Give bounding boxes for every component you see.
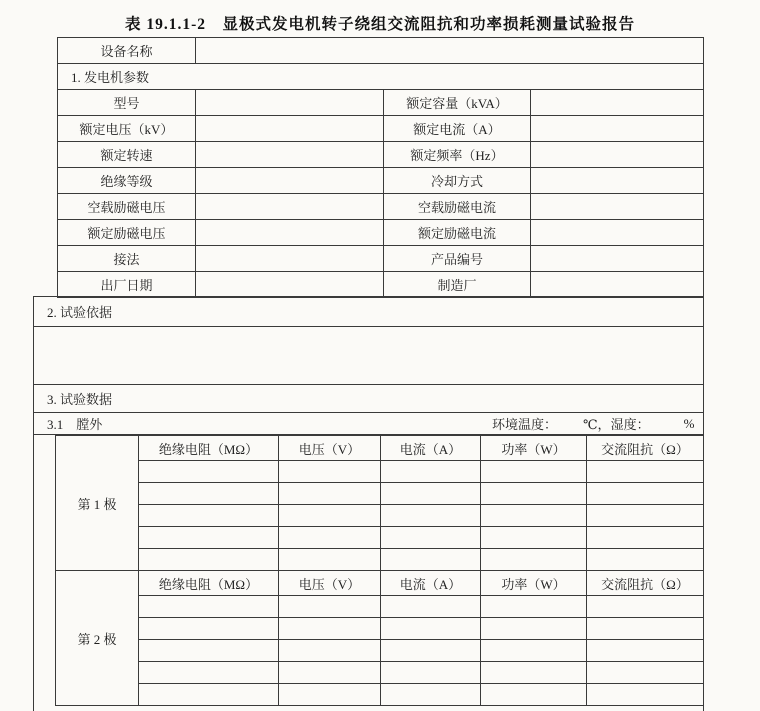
- col-header: 绝缘电阻（MΩ）: [139, 571, 279, 596]
- ambient-temp-value-blank[interactable]: [557, 417, 583, 431]
- param-label: 绝缘等级: [58, 168, 196, 194]
- param-label: 额定励磁电压: [58, 220, 196, 246]
- param-row: [58, 272, 704, 298]
- pole-1-label: 第 1 极: [56, 436, 139, 571]
- measurement-cell[interactable]: [279, 684, 381, 706]
- measurement-cell[interactable]: [587, 461, 704, 483]
- param-row: [58, 194, 704, 220]
- param-label: 空载励磁电压: [58, 194, 196, 220]
- generator-parameters-table: [57, 37, 704, 298]
- col-header: 电流（A）: [381, 571, 481, 596]
- measurement-cell[interactable]: [139, 527, 279, 549]
- param-label: 额定电压（kV）: [58, 116, 196, 142]
- param-value[interactable]: [196, 194, 384, 220]
- col-header: 电压（V）: [279, 571, 381, 596]
- param-value[interactable]: [196, 272, 384, 298]
- measurement-cell[interactable]: [381, 461, 481, 483]
- measurement-cell[interactable]: [481, 640, 587, 662]
- param-label: 产品编号: [384, 246, 531, 272]
- param-value[interactable]: [196, 246, 384, 272]
- measurement-cell[interactable]: [139, 483, 279, 505]
- col-header: 电流（A）: [381, 436, 481, 461]
- humidity-value-blank[interactable]: [650, 417, 684, 431]
- measurement-cell[interactable]: [279, 596, 381, 618]
- section1-heading: 1. 发电机参数: [58, 64, 704, 90]
- param-row: [58, 246, 704, 272]
- col-header: 交流阻抗（Ω）: [587, 436, 704, 461]
- measurement-cell[interactable]: [381, 505, 481, 527]
- measurement-cell[interactable]: [279, 505, 381, 527]
- grid-data-row: [56, 684, 704, 706]
- param-row: [58, 142, 704, 168]
- param-row: [58, 116, 704, 142]
- humidity-label: 湿度：: [610, 417, 650, 432]
- measurement-cell[interactable]: [587, 640, 704, 662]
- param-label: 空载励磁电流: [384, 194, 531, 220]
- param-label: 额定容量（kVA）: [384, 90, 531, 116]
- measurement-cell[interactable]: [481, 527, 587, 549]
- measurement-cell[interactable]: [481, 618, 587, 640]
- measurement-grid: [55, 435, 704, 706]
- measurement-cell[interactable]: [381, 618, 481, 640]
- measurement-cell[interactable]: [279, 461, 381, 483]
- param-value[interactable]: [531, 168, 704, 194]
- measurement-cell[interactable]: [587, 505, 704, 527]
- measurement-cell[interactable]: [381, 549, 481, 571]
- measurement-cell[interactable]: [139, 684, 279, 706]
- param-label: 额定转速: [58, 142, 196, 168]
- param-label: 额定励磁电流: [384, 220, 531, 246]
- measurement-cell[interactable]: [139, 596, 279, 618]
- measurement-cell[interactable]: [587, 596, 704, 618]
- measurement-cell[interactable]: [279, 527, 381, 549]
- param-value[interactable]: [531, 220, 704, 246]
- environment-conditions: [492, 413, 694, 434]
- param-value[interactable]: [531, 90, 704, 116]
- col-header: 功率（W）: [481, 436, 587, 461]
- ambient-temp-label: 环境温度：: [492, 417, 558, 432]
- col-header: 功率（W）: [481, 571, 587, 596]
- humidity-unit: %: [683, 415, 695, 431]
- measurement-cell[interactable]: [481, 461, 587, 483]
- section3-heading: 3. 试验数据: [34, 385, 703, 413]
- measurement-cell[interactable]: [139, 461, 279, 483]
- equipment-name-value[interactable]: [196, 38, 704, 64]
- param-value[interactable]: [196, 142, 384, 168]
- measurement-cell[interactable]: [587, 527, 704, 549]
- param-value[interactable]: [531, 246, 704, 272]
- section2-content-area[interactable]: [34, 327, 703, 385]
- param-label: 冷却方式: [384, 168, 531, 194]
- grid-data-row: [56, 483, 704, 505]
- measurement-cell[interactable]: [381, 662, 481, 684]
- param-row: [58, 90, 704, 116]
- measurement-cell[interactable]: [481, 662, 587, 684]
- col-header: 电压（V）: [279, 436, 381, 461]
- grid-data-row: [56, 662, 704, 684]
- measurement-cell[interactable]: [279, 640, 381, 662]
- measurement-cell[interactable]: [481, 549, 587, 571]
- measurement-cell[interactable]: [381, 483, 481, 505]
- measurement-cell[interactable]: [139, 640, 279, 662]
- param-value[interactable]: [531, 142, 704, 168]
- measurement-cell[interactable]: [139, 505, 279, 527]
- measurement-cell[interactable]: [279, 618, 381, 640]
- col-header: 绝缘电阻（MΩ）: [139, 436, 279, 461]
- measurement-cell[interactable]: [381, 684, 481, 706]
- param-value[interactable]: [531, 194, 704, 220]
- grid-data-row: [56, 461, 704, 483]
- param-label: 额定频率（Hz）: [384, 142, 531, 168]
- param-value[interactable]: [196, 90, 384, 116]
- measurement-cell[interactable]: [481, 483, 587, 505]
- subsection-31-label: 3.1 膛外: [47, 417, 103, 432]
- measurement-cell[interactable]: [587, 684, 704, 706]
- param-label: 额定电流（A）: [384, 116, 531, 142]
- param-value[interactable]: [196, 116, 384, 142]
- grid-data-row: [56, 549, 704, 571]
- grid-data-row: [56, 527, 704, 549]
- param-row: [58, 168, 704, 194]
- measurement-cell[interactable]: [587, 483, 704, 505]
- grid-data-row: [56, 618, 704, 640]
- param-label: 型号: [58, 90, 196, 116]
- grid-header-row: [56, 571, 704, 596]
- param-label: 出厂日期: [58, 272, 196, 298]
- measurement-cell[interactable]: [381, 527, 481, 549]
- measurement-cell[interactable]: [139, 662, 279, 684]
- param-value[interactable]: [196, 168, 384, 194]
- grid-header-row: [56, 436, 704, 461]
- param-label: 制造厂: [384, 272, 531, 298]
- pole-2-label: 第 2 极: [56, 571, 139, 706]
- equipment-name-label: 设备名称: [58, 38, 196, 64]
- section1-heading-row: [58, 64, 704, 90]
- measurement-cell[interactable]: [279, 662, 381, 684]
- param-label: 接法: [58, 246, 196, 272]
- section2-heading: 2. 试验依据: [34, 297, 703, 327]
- col-header: 交流阻抗（Ω）: [587, 571, 704, 596]
- measurement-cell[interactable]: [587, 618, 704, 640]
- param-row: [58, 220, 704, 246]
- grid-data-row: [56, 596, 704, 618]
- equipment-name-row: [58, 38, 704, 64]
- measurement-cell[interactable]: [381, 640, 481, 662]
- measurement-cell[interactable]: [481, 505, 587, 527]
- param-value[interactable]: [531, 272, 704, 298]
- measurement-cell[interactable]: [587, 662, 704, 684]
- measurement-cell[interactable]: [139, 549, 279, 571]
- measurement-cell[interactable]: [381, 596, 481, 618]
- measurement-cell[interactable]: [279, 483, 381, 505]
- measurement-cell[interactable]: [481, 684, 587, 706]
- ambient-temp-unit: ℃，: [583, 417, 611, 432]
- subsection-31-row: [34, 413, 703, 435]
- test-sections-box: [33, 296, 704, 711]
- measurement-cell[interactable]: [139, 618, 279, 640]
- measurement-cell[interactable]: [481, 596, 587, 618]
- measurement-cell[interactable]: [279, 549, 381, 571]
- grid-data-row: [56, 505, 704, 527]
- report-title: 表 19.1.1-2 显极式发电机转子绕组交流阻抗和功率损耗测量试验报告: [124, 16, 636, 33]
- measurement-cell[interactable]: [587, 549, 704, 571]
- param-value[interactable]: [196, 220, 384, 246]
- param-value[interactable]: [531, 116, 704, 142]
- grid-data-row: [56, 640, 704, 662]
